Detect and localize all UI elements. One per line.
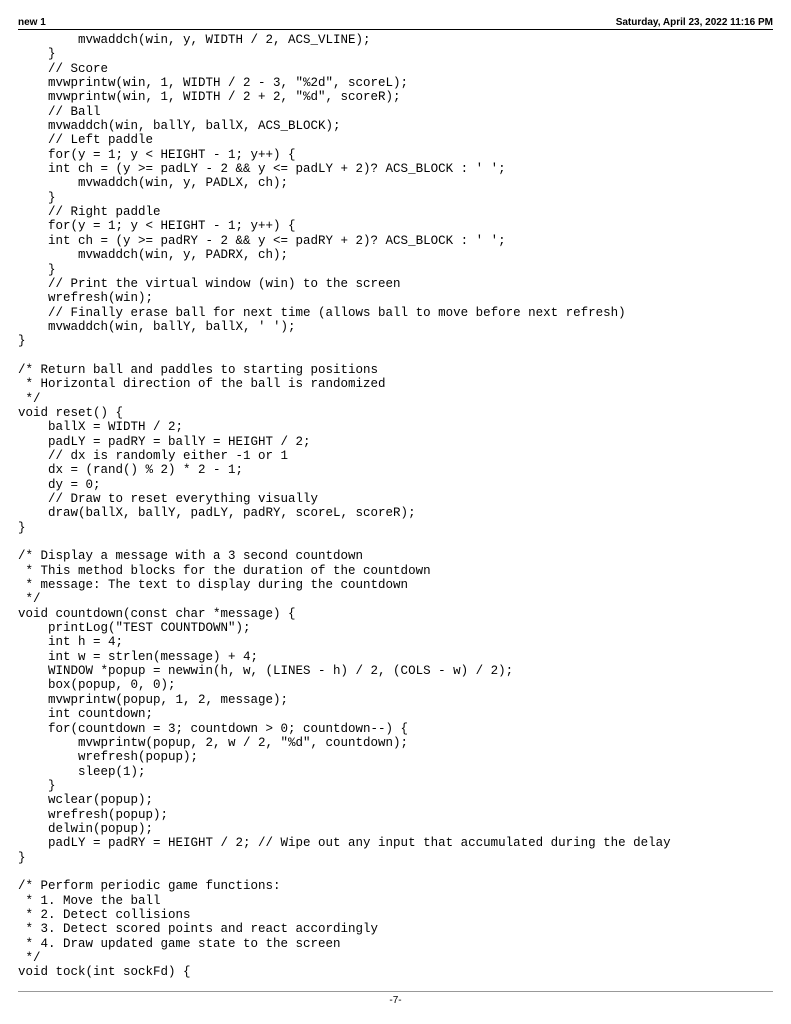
code-line: * This method blocks for the duration of the countdown [18, 563, 431, 578]
code-line: // Right paddle [18, 205, 161, 220]
code-line: for(countdown = 3; countdown > 0; countdown--) { [18, 721, 409, 736]
code-line: mvwaddch(win, y, PADLX, ch); [18, 176, 289, 191]
code-line: sleep(1); [18, 764, 146, 779]
code-line: for(y = 1; y < HEIGHT - 1; y++) { [18, 147, 296, 162]
code-line: box(popup, 0, 0); [18, 678, 176, 693]
header-divider [18, 29, 773, 30]
code-line: } [18, 334, 26, 349]
code-line: ballX = WIDTH / 2; [18, 420, 184, 435]
code-line: padLY = padRY = ballY = HEIGHT / 2; [18, 434, 311, 449]
code-line: // Finally erase ball for next time (allows ball to move before next refresh) [18, 305, 626, 320]
code-line: * 3. Detect scored points and react accordingly [18, 922, 379, 937]
code-line: int ch = (y >= padLY - 2 && y <= padLY + 2)? ACS_BLOCK : ' '; [18, 162, 506, 177]
code-line: wclear(popup); [18, 793, 154, 808]
code-line: mvwaddch(win, ballY, ballX, ' '); [18, 319, 296, 334]
code-line: } [18, 190, 56, 205]
file-name: new 1 [18, 17, 46, 28]
code-line: mvwaddch(win, y, WIDTH / 2, ACS_VLINE); [18, 33, 371, 47]
code-line: for(y = 1; y < HEIGHT - 1; y++) { [18, 219, 296, 234]
code-line: void tock(int sockFd) { [18, 965, 191, 980]
code-line: void countdown(const char *message) { [18, 606, 296, 621]
code-line: /* Display a message with a 3 second countdown [18, 549, 364, 564]
code-line: wrefresh(popup); [18, 807, 169, 822]
code-line: // Draw to reset everything visually [18, 492, 319, 506]
code-line: delwin(popup); [18, 821, 154, 836]
code-line: * Horizontal direction of the ball is randomized [18, 377, 386, 392]
code-line: wrefresh(popup); [18, 750, 199, 765]
code-line: dx = (rand() % 2) * 2 - 1; [18, 463, 244, 478]
code-line [18, 865, 773, 879]
code-line: draw(ballX, ballY, padLY, padRY, scoreL, scoreR); [18, 506, 416, 521]
code-line: */ [18, 592, 41, 607]
code-line: */ [18, 391, 41, 406]
code-line: int h = 4; [18, 635, 124, 650]
code-line: } [18, 47, 56, 62]
code-line: /* Return ball and paddles to starting positions [18, 362, 379, 377]
code-line: mvwprintw(win, 1, WIDTH / 2 + 2, "%d", scoreR); [18, 90, 401, 105]
code-line: /* Perform periodic game functions: [18, 879, 281, 894]
code-line: printLog("TEST COUNTDOWN"); [18, 621, 251, 636]
code-line: mvwaddch(win, ballY, ballX, ACS_BLOCK); [18, 119, 341, 134]
page-number: -7- [389, 995, 402, 1006]
code-line: dy = 0; [18, 477, 101, 492]
code-line: // Left paddle [18, 133, 154, 148]
code-line: } [18, 262, 56, 277]
code-line: mvwprintw(popup, 1, 2, message); [18, 692, 289, 707]
code-line: // dx is randomly either -1 or 1 [18, 448, 289, 463]
code-line: } [18, 520, 26, 535]
code-line [18, 349, 773, 363]
code-line: * message: The text to display during the countdown [18, 578, 409, 593]
code-line: // Score [18, 61, 109, 76]
code-line: * 4. Draw updated game state to the screen [18, 936, 341, 951]
code-line: // Ball [18, 104, 101, 119]
code-line: } [18, 778, 56, 793]
code-listing [18, 33, 773, 980]
code-line: } [18, 850, 26, 865]
code-line: */ [18, 951, 41, 965]
code-line: WINDOW *popup = newwin(h, w, (LINES - h) / 2, (COLS - w) / 2); [18, 664, 514, 679]
code-line: // Print the virtual window (win) to the screen [18, 276, 401, 291]
code-line: mvwprintw(win, 1, WIDTH / 2 - 3, "%2d", scoreL); [18, 76, 409, 91]
code-line: mvwprintw(popup, 2, w / 2, "%d", countdown); [18, 735, 409, 750]
code-line: int ch = (y >= padRY - 2 && y <= padRY + 2)? ACS_BLOCK : ' '; [18, 233, 506, 248]
code-line: void reset() { [18, 405, 124, 420]
code-line: * 1. Move the ball [18, 893, 161, 908]
code-line: mvwaddch(win, y, PADRX, ch); [18, 248, 289, 263]
code-line: * 2. Detect collisions [18, 907, 191, 922]
code-line: int w = strlen(message) + 4; [18, 649, 259, 664]
code-line: int countdown; [18, 707, 154, 722]
footer-divider [18, 991, 773, 992]
code-line [18, 535, 773, 549]
code-line: wrefresh(win); [18, 291, 154, 306]
page-header [18, 15, 773, 29]
code-line: padLY = padRY = HEIGHT / 2; // Wipe out any input that accumulated during the delay [18, 836, 671, 851]
print-datetime: Saturday, April 23, 2022 11:16 PM [615, 17, 773, 28]
